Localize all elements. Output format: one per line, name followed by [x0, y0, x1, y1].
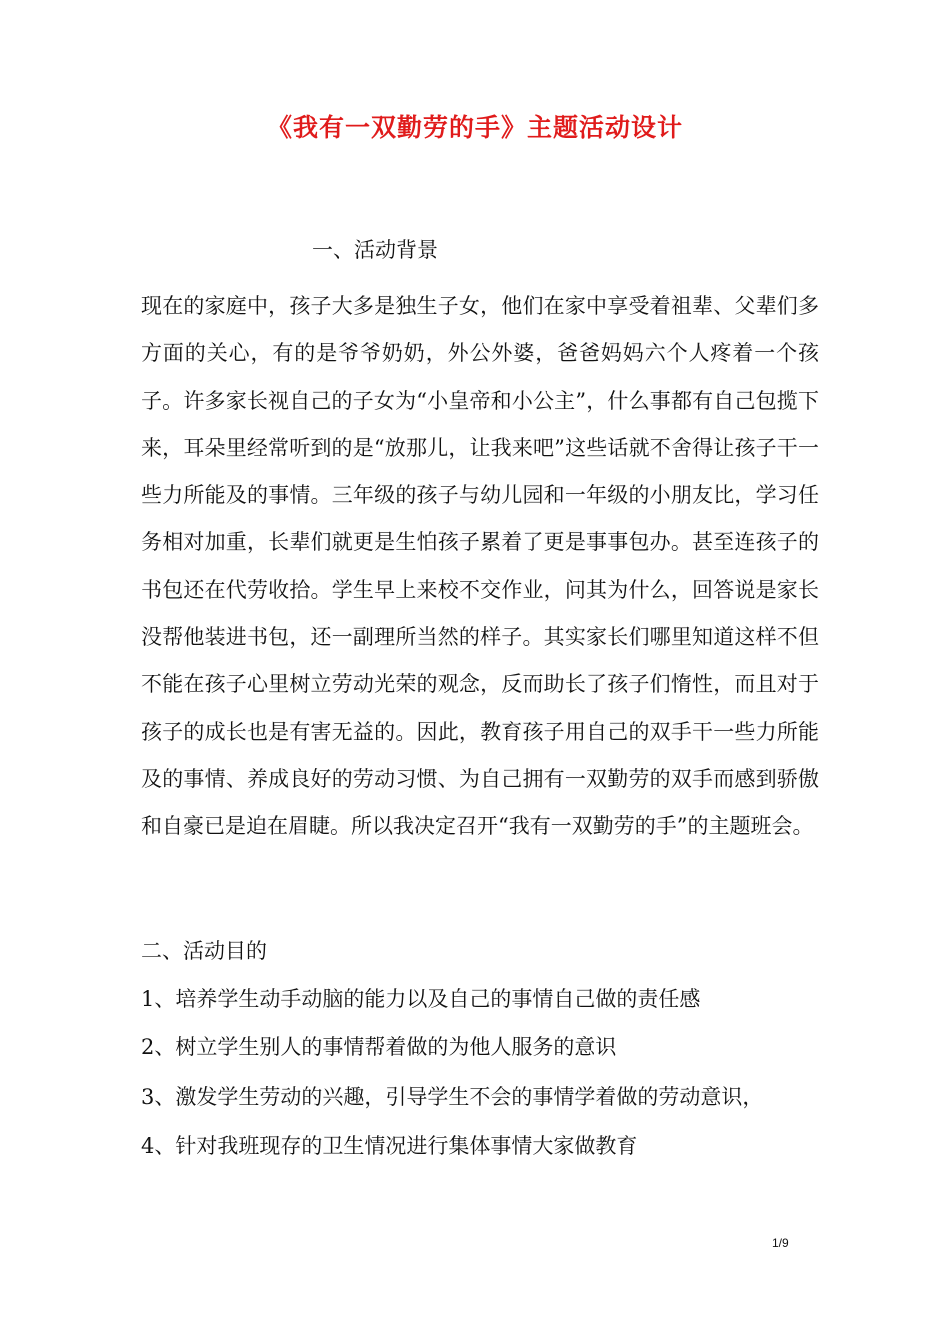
section-heading-purpose: 二、活动目的	[141, 939, 267, 963]
goal-item-3: 3、激发学生劳动的兴趣，引导学生不会的事情学着做的劳动意识，	[141, 1085, 764, 1109]
goal-item-4: 4、针对我班现存的卫生情况进行集体事情大家做教育	[141, 1134, 638, 1158]
section-heading-background: 一、活动背景	[312, 238, 438, 262]
goal-item-2: 2、树立学生别人的事情帮着做的为他人服务的意识	[141, 1035, 617, 1059]
page-number: 1/9	[772, 1236, 789, 1250]
background-paragraph: 现在的家庭中，孩子大多是独生子女，他们在家中享受着祖辈、父辈们多方面的关心，有的是爷爷奶奶，外公外婆，爸爸妈妈六个人疼着一个孩子。许多家长视自己的子女为“小皇帝和小公主”，什么事都有自己包揽下来，耳朵里经常听到的是“放那儿，让我来吧”这些话就不舍得让孩子干一些力所能及的事情。三年级的孩子与幼儿园和一年级的小朋友比，学习任务相对加重，长辈们就更是生怕孩子累着了更是事事包办。甚至连孩子的书包还在代劳收拾。学生早上来校不交作业，问其为什么，回答说是家长没帮他装进书包，还一副理所当然的样子。其实家长们哪里知道这样不但不能在孩子心里树立劳动光荣的观念，反而助长了孩子们惰性，而且对于孩子的成长也是有害无益的。因此，教育孩子用自己的双手干一些力所能及的事情、养成良好的劳动习惯、为自己拥有一双勤劳的双手而感到骄傲和自豪已是迫在眉睫。所以我决定召开“我有一双勤劳的手”的主题班会。	[141, 294, 819, 839]
goal-item-1: 1、培养学生动手动脑的能力以及自己的事情自己做的责任感	[141, 987, 701, 1011]
document-title: 《我有一双勤劳的手》主题活动设计	[266, 113, 683, 142]
